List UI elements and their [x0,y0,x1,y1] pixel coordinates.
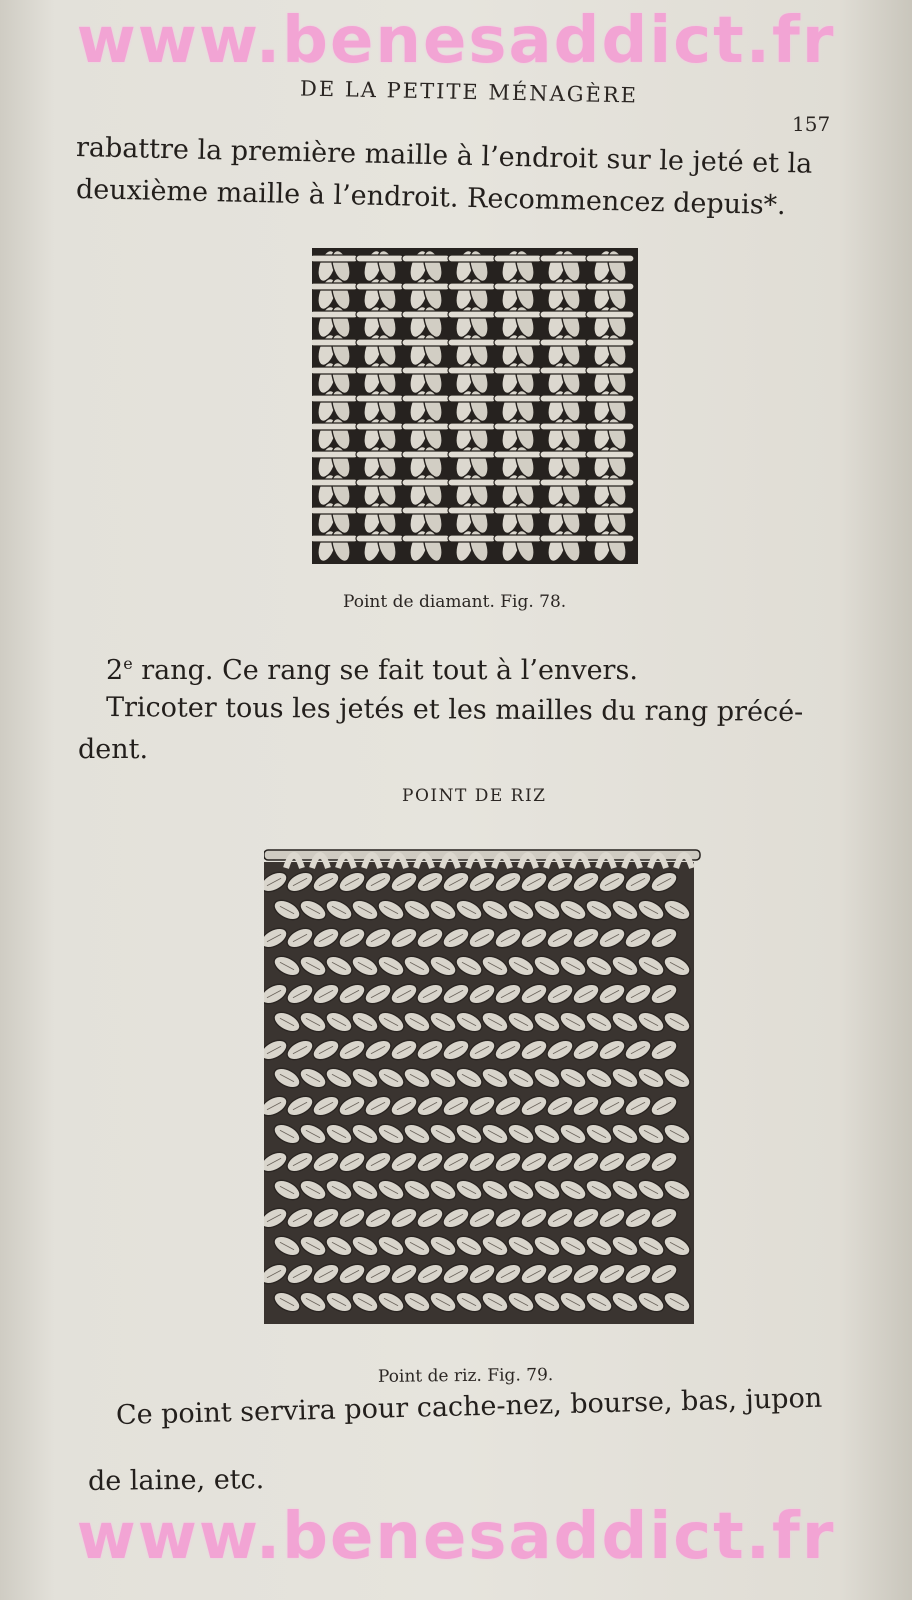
paragraph-1-line-1: rabattre la première maille à l’endroit sur le jeté et la [75,132,813,180]
figure-78-illustration [312,248,638,564]
paragraph-4-line-1: Ce point servira pour cache-nez, bourse, bas, jupon [115,1382,823,1431]
page-number: 157 [792,112,831,136]
figure-79-illustration [264,846,702,1332]
figure-79-caption: Point de riz. Fig. 79. [377,1365,554,1387]
paragraph-1-line-2: deuxième maille à l’endroit. Recommencez depuis*. [75,174,787,222]
paragraph-2 [106,644,638,691]
section-heading: POINT DE RIZ [402,786,547,806]
paragraph-2-text: rang. Ce rang se fait tout à l’envers. [132,655,638,686]
figure-78-caption: Point de diamant. Fig. 78. [343,592,567,612]
paragraph-3-line-2: dent. [78,734,149,765]
paragraph-2-prefix: 2 [106,655,124,686]
paragraph-2-superscript: e [123,654,133,673]
paragraph-3-line-1: Tricoter tous les jetés et les mailles du rang précé- [105,692,804,728]
watermark-top: www.benesaddict.fr [76,4,836,78]
watermark-bottom: www.benesaddict.fr [76,1500,836,1574]
running-title: DE LA PETITE MÉNAGÈRE [299,76,639,108]
paragraph-4-line-2: de laine, etc. [87,1464,265,1497]
